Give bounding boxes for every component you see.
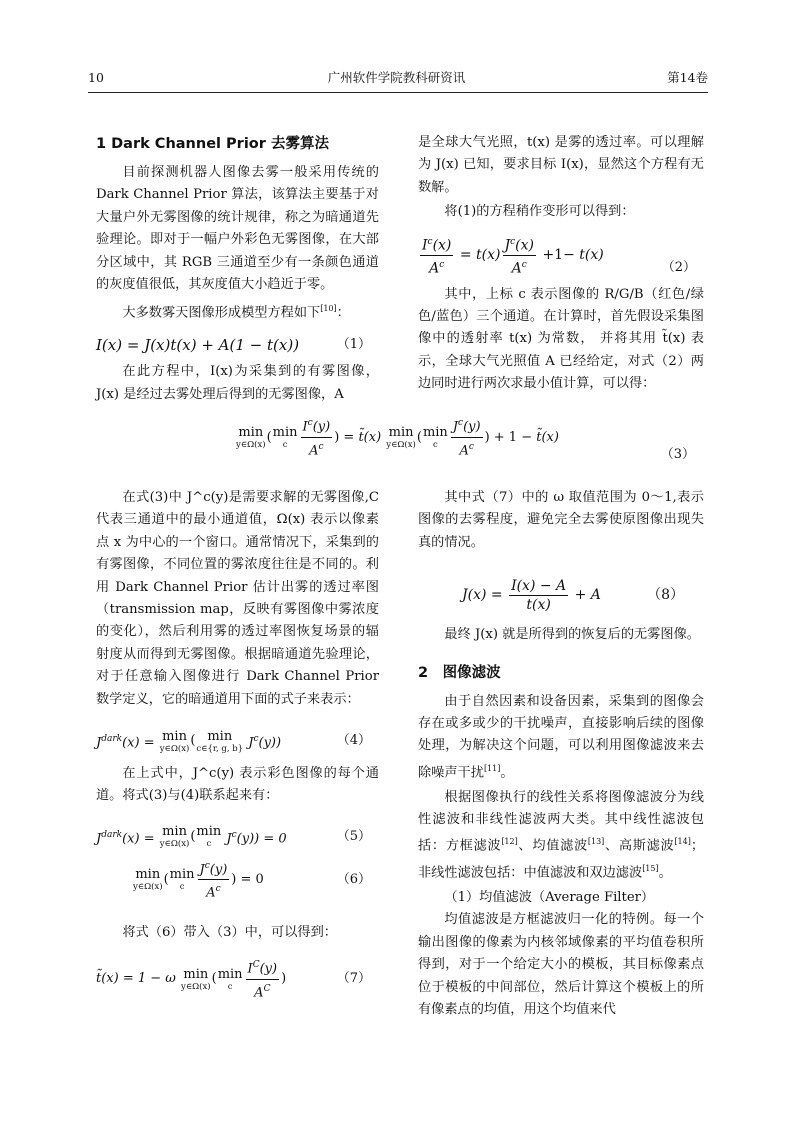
equation-7: t̃(x) = 1 − ω min y∈Ω(x) ( min c $\frac{I^C(y)}{A^C}$ ) （7） — [96, 956, 379, 1002]
paragraph: 其中式（7）中的 ω 取值范围为 0～1,表示图像的去雾程度，避免完全去雾使原图像出现失真的情况。 — [418, 490, 704, 550]
citation: [15] — [642, 864, 659, 874]
equation-5: $J^{dark}(x)$ = min y∈Ω(x) ( min c $J^c(y)) = 0$ （5） — [96, 824, 371, 850]
equation-3: min y∈Ω(x) ( min c $\frac{I^c(y)}{A^c}$ ) = t̃(x) min y∈Ω(x) ( min c $\frac{J^c(y)}{A^c}$ ) + 1 − t̃(x) （3） — [235, 412, 695, 462]
section-2-title: 2 图像滤波 — [418, 664, 501, 681]
paragraph: 最终 J(x) 就是所得到的恢复后的无雾图像。 — [444, 627, 700, 643]
paragraph: 将式（6）带入（3）中，可以得到： — [122, 924, 337, 940]
journal-title: 广州软件学院教科研资讯 — [327, 70, 466, 85]
right-column-top — [418, 132, 704, 396]
paragraph: 由于自然因素和设备因素，采集到的图像会存在或多或少的干扰噪声，直接影响后续的图像处理，为解决这个问题，可以利用图像滤波来去除噪声干扰[11]。 — [418, 693, 704, 781]
volume-label: 第14卷 — [667, 70, 708, 85]
paragraph: 大多数雾天图像形成模型方程如下[10]： — [122, 304, 350, 321]
equation-4: $J^{dark}(x)$ = min y∈Ω(x) ( min c∈{r, g, b} $J^c(y)$) （4） — [96, 728, 371, 754]
paragraph: 在式(3)中 J^c(y)是需要求解的无雾图像,C 代表三通道中的最小通道值，Ω(x) 表示以像素点 x 为中心的一个窗口。通常情况下，采集到的有雾图像，不同位置的雾浓度往往是不同的。利用 Dark Channel Prior 估计出雾的透过率图（transmission map，反映有雾图像中雾浓度的变化），然后利用雾的透过率图恢复场景的辐射度从而得到无雾图像。根据暗通道先验理论，对于任意输入图像进行 Dark Channel Prior 数学定义，它的暗通道用下面的式子来表示： — [96, 490, 379, 707]
left-column-bottom — [96, 487, 379, 1002]
citation: [13] — [587, 837, 605, 847]
paragraph: 是全球大气光照，t(x) 是雾的透过率。可以理解为 J(x) 已知，要求目标 I(x)，显然这个方程有无数解。 — [418, 135, 704, 195]
citation: [10] — [320, 304, 337, 314]
equation-1: I(x) = J(x)t(x) + A(1 − t(x)) （1） — [96, 336, 371, 355]
paragraph: 目前探测机器人图像去雾一般采用传统的 Dark Channel Prior 算法，该算法主要基于对大量户外无雾图像的统计规律，称之为暗通道先验理论。即对于一幅户外彩色无雾图像，在大部分区域中，其 RGB 三通道至少有一条颜色通道的灰度值很低，其灰度值大小趋近于零。 — [96, 165, 379, 293]
section-1-title: 1 Dark Channel Prior 去雾算法 — [96, 136, 329, 152]
paragraph: 其中，上标 c 表示图像的 R/G/B（红色/绿色/蓝色）三个通道。在计算时，首先假设采集图像中的透射率 t(x) 为常数， 并将其用 t̃(x) 表示，全球大气光照值 A 已经给定，对式（2）两边同时进行两次求最小值计算，可以得： — [418, 286, 704, 392]
paragraph: 均值滤波是方框滤波归一化的特例。每一个输出图像的像素为内核邻域像素的平均值卷积所得到，对于一个给定大小的模板，其目标像素点位于模板的中间部位，然后计算这个模板上的所有像素点的均值，用这个均值来代 — [418, 912, 704, 1018]
equation-6: min y∈Ω(x) ( min c $\frac{J^c(y)}{A^c}$ ) = 0 （6） — [132, 858, 379, 902]
citation: [14] — [674, 837, 691, 847]
subsection-title: （1）均值滤波（Average Filter） — [444, 890, 655, 906]
left-column-top — [96, 132, 379, 406]
page-number: 10 — [88, 70, 104, 85]
paragraph: 根据图像执行的线性关系将图像滤波分为线性滤波和非线性滤波两大类。其中线性滤波包括：方框滤波[12]、均值滤波[13]、高斯滤波[14]；非线性滤波包括：中值滤波和双边滤波[15]。 — [418, 789, 705, 881]
citation: [12] — [501, 837, 518, 847]
right-column-bottom — [418, 487, 704, 1021]
paragraph: 在此方程中，I(x)为采集到的有雾图像，J(x) 是经过去雾处理后得到的无雾图像，A — [96, 364, 379, 402]
paragraph: 将(1)的方程稍作变形可以得到： — [444, 204, 635, 220]
equation-2: $\frac{I^c(x)}{A^c}$ = t(x) $\frac{J^c(x)}{A^c}$ +1− t(x) （2） — [418, 232, 704, 280]
equation-8: J(x) = $\frac{I(x) - A}{t(x)}$ + A （8） — [462, 577, 684, 613]
header-rule — [88, 92, 708, 93]
citation: [11] — [483, 763, 501, 773]
paragraph: 在上式中，J^c(y) 表示彩色图像的每个通道。将式(3)与(4)联系起来有： — [96, 766, 379, 804]
